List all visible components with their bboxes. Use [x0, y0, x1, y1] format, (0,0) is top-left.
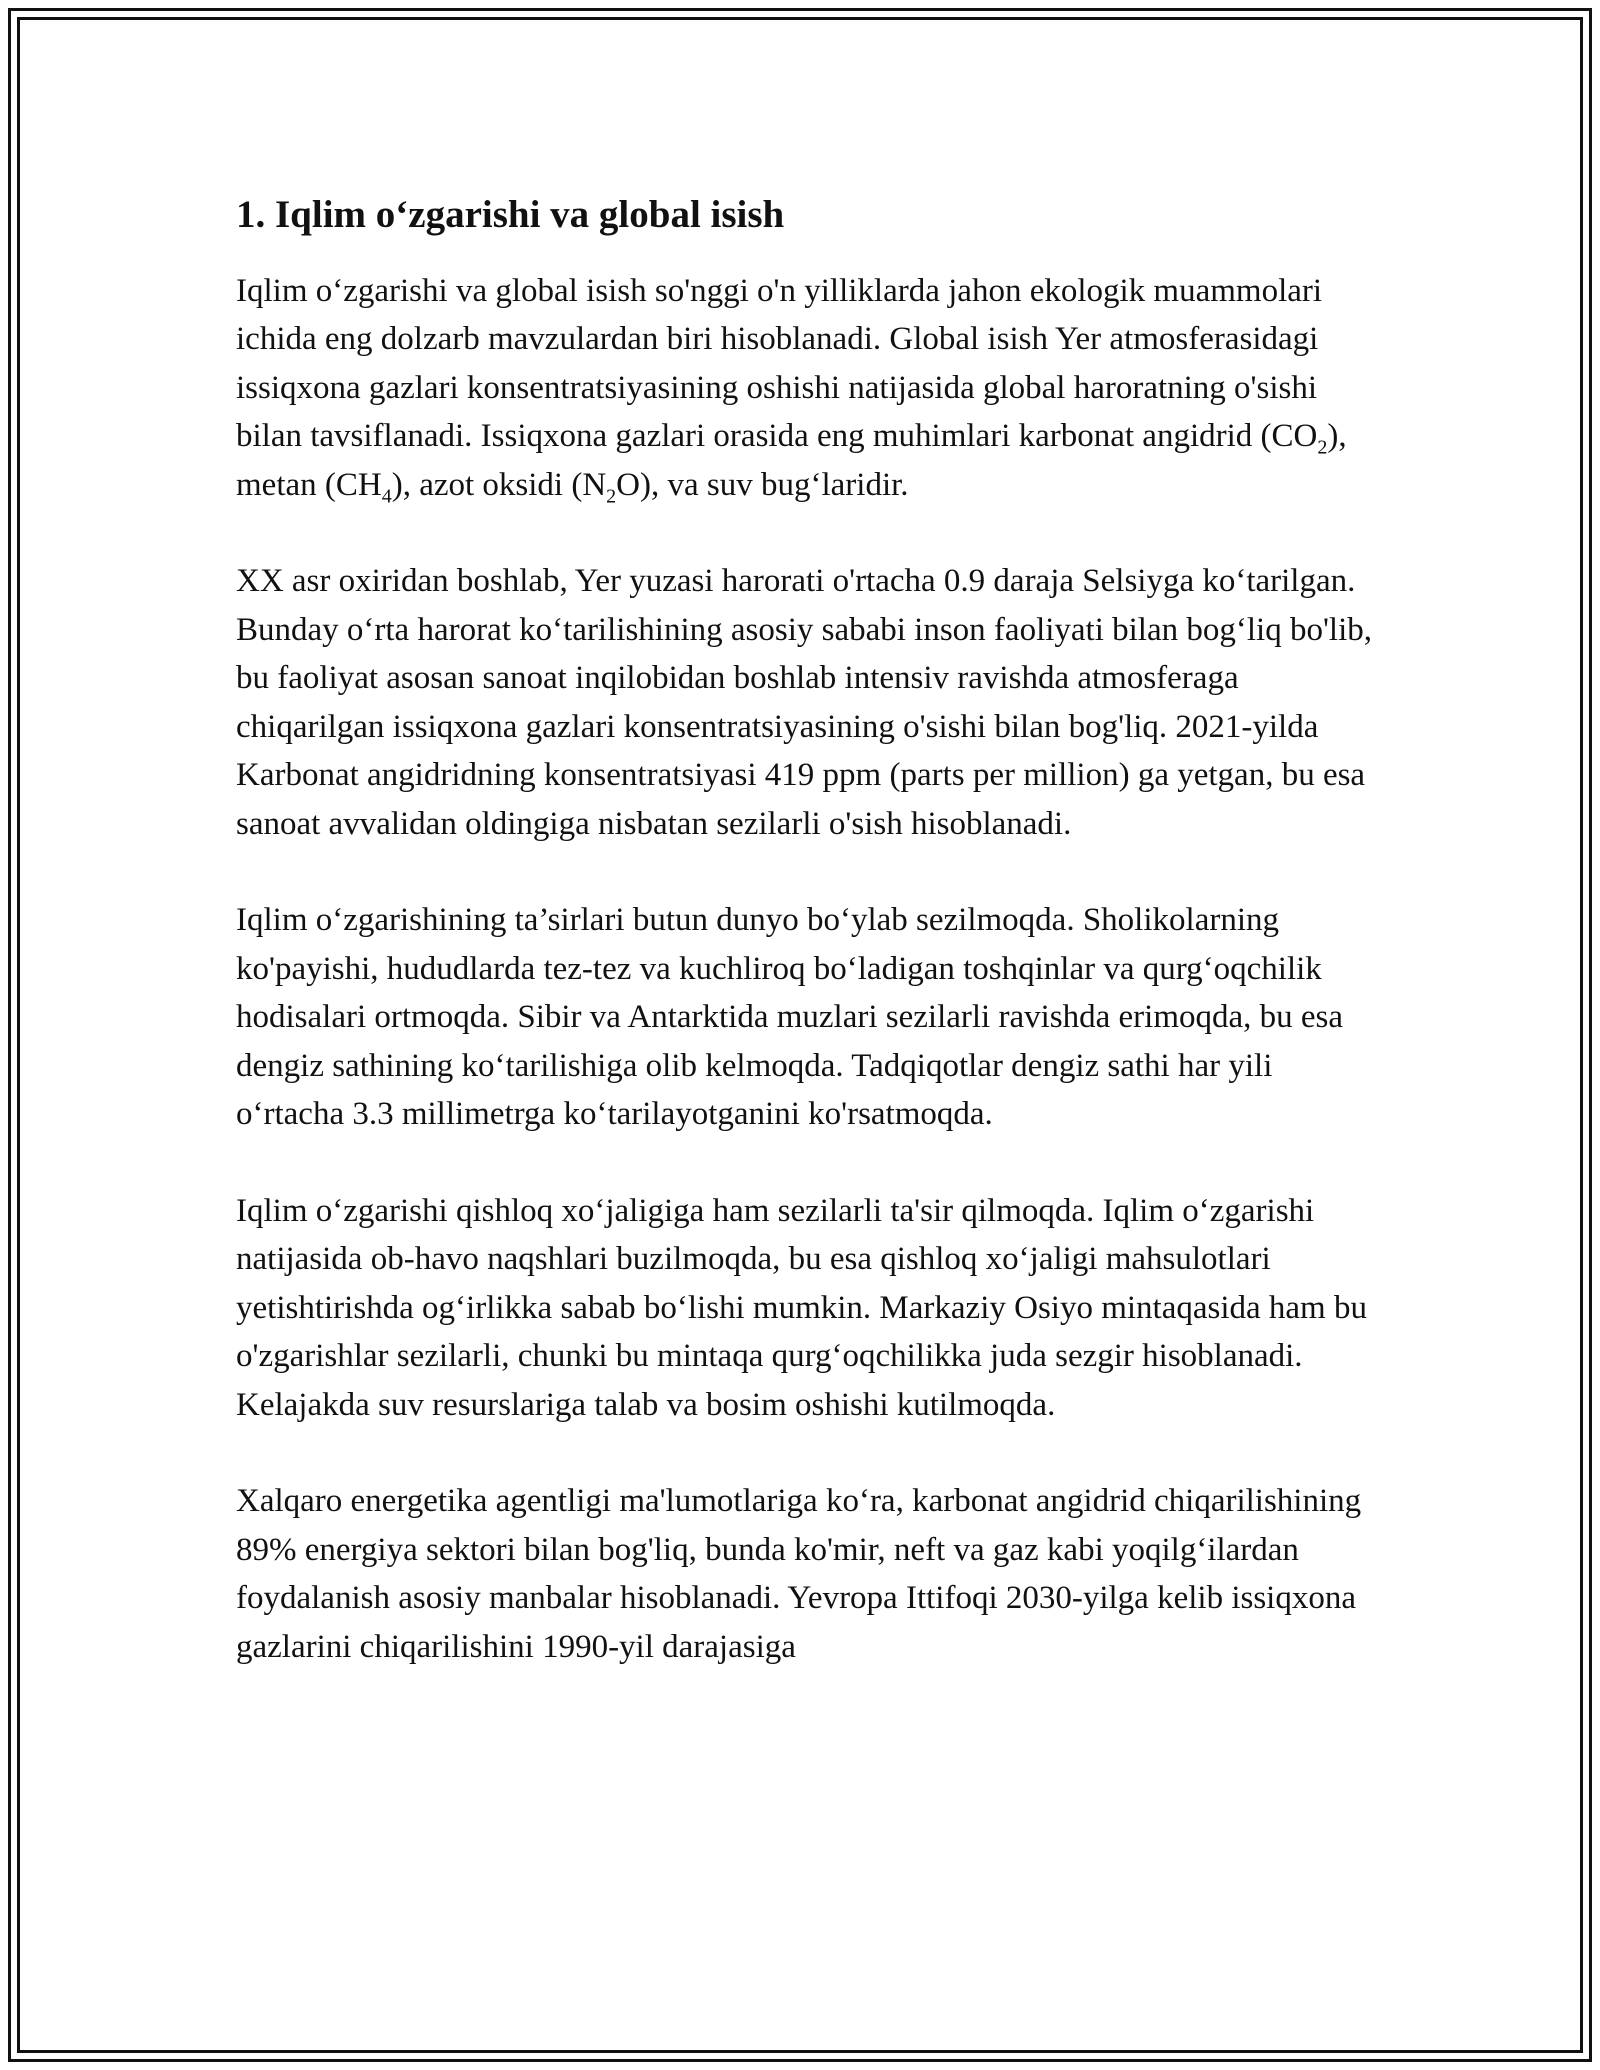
- paragraph-1-text-c: ), azot oksidi (N: [391, 466, 607, 503]
- paragraph-1: [236, 267, 1386, 510]
- paragraph-1-text-a: Iqlim o‘zgarishi va global isish so'nggi o'n yilliklarda jahon ekologik muammolari ichida eng dolzarb mavzulardan biri hisoblanadi. Global isish Yer atmosferasidagi issiqxona gazlari konsentratsiyasining oshishi natijasida global haroratning o'sishi bilan tavsiflanadi. Issiqxona gazlari orasida eng muhimlari karbonat angidrid (CO: [236, 272, 1323, 455]
- ch4-subscript: 4: [381, 485, 392, 508]
- paragraph-1-text-b: ), metan (CH: [236, 418, 1347, 503]
- section-heading: 1. Iqlim o‘zgarishi va global isish: [236, 193, 785, 236]
- paragraph-2: XX asr oxiridan boshlab, Yer yuzasi harorati o'rtacha 0.9 daraja Selsiyga ko‘tarilgan. Bunday o‘rta harorat ko‘tarilishining asosiy sababi inson faoliyati bilan bog‘liq bo'lib, bu faoliyat asosan sanoat inqilobidan boshlab intensiv ravishda atmosferaga chiqarilgan issiqxona gazlari konsentratsiyasining o'sishi bilan bog'liq. 2021-yilda Karbonat angidridning konsentratsiyasi 419 ppm (parts per million) ga yetgan, bu esa sanoat avvalidan oldingiga nisbatan sezilarli o'sish hisoblanadi.: [236, 563, 1372, 842]
- paragraph-3: Iqlim o‘zgarishining ta’sirlari butun dunyo bo‘ylab sezilmoqda. Sholikolarning ko'payishi, hududlarda tez-tez va kuchliroq bo‘ladigan toshqinlar va qurg‘oqchilik hodisalari ortmoqda. Sibir va Antarktida muzlari sezilarli ravishda erimoqda, bu esa dengiz sathining ko‘tarilishiga olib kelmoqda. Tadqiqotlar dengiz sathi har yili o‘rtacha 3.3 millimetrga ko‘tarilayotganini ko'rsatmoqda.: [236, 902, 1344, 1133]
- paragraph-1-text-d: O), va suv bug‘laridir.: [616, 466, 909, 503]
- document-body: [236, 190, 1386, 1719]
- paragraph-4: Iqlim o‘zgarishi qishloq xo‘jaligiga ham sezilarli ta'sir qilmoqda. Iqlim o‘zgarishi natijasida ob-havo naqshlari buzilmoqda, bu esa qishloq xo‘jaligi mahsulotlari yetishtirishda og‘irlikka sabab bo‘lishi mumkin. Markaziy Osiyo mintaqasida ham bu o'zgarishlar sezilarli, chunki bu mintaqa qurg‘oqchilikka juda sezgir hisoblanadi. Kelajakda suv resurslariga talab va bosim oshishi kutilmoqda.: [236, 1192, 1367, 1423]
- paragraph-5: Xalqaro energetika agentligi ma'lumotlariga ko‘ra, karbonat angidrid chiqarilishining 89% energiya sektori bilan bog'liq, bunda ko'mir, neft va gaz kabi yoqilg‘ilardan foydalanish asosiy manbalar hisoblanadi. Yevropa Ittifoqi 2030-yilga kelib issiqxona gazlarini chiqarilishini 1990-yil darajasiga: [236, 1483, 1362, 1665]
- co2-subscript: 2: [1317, 436, 1328, 459]
- n2o-subscript: 2: [606, 485, 617, 508]
